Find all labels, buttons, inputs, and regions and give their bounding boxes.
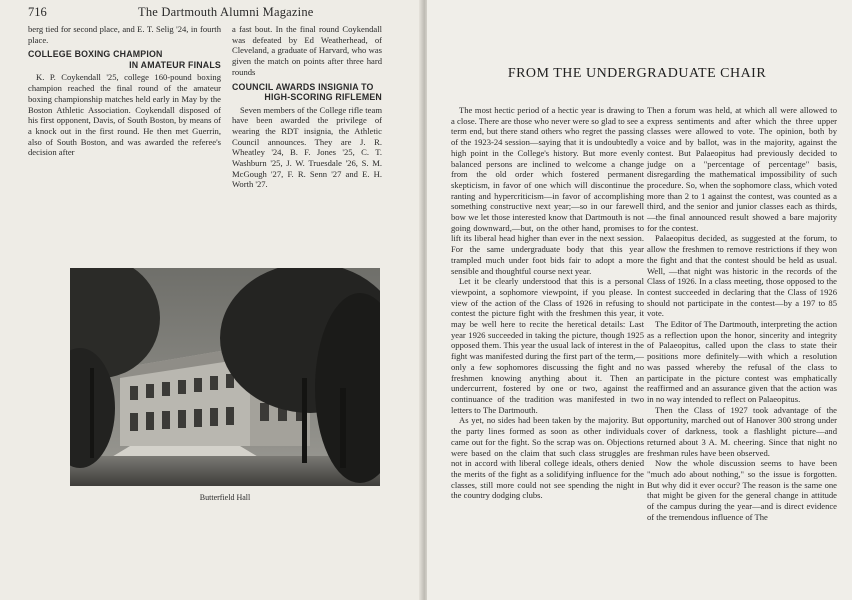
page-header — [28, 2, 408, 20]
page-number: 716 — [28, 5, 47, 19]
left-column-1 — [28, 24, 221, 158]
paragraph: Now the whole discussion seems to have been "much ado about nothing," so the issue is forgotten. But why did it ever occur? The reason is the same one that might be given for the general change in attitude of the campus during the year—and is direct evidence of the tremendous influence of The — [647, 458, 837, 522]
photo-illustration — [70, 268, 380, 486]
left-page — [0, 0, 423, 600]
paragraph: K. P. Coykendall '25, college 160-pound boxing champion reached the final round of the amateur boxing championship matches held early in May by the Boston Athletic Association. Coykendall disposed of his first opponent, Davis, of South Boston, by means of a knock out in the first round. He then met Guerrin, also of South Boston, and was awarded the referee's decision after — [28, 72, 221, 158]
paragraph: The most hectic period of a hectic year is drawing to a close. There are those who never were so glad to see a term end, but there stand others who regret the passing of the 1923-24 session—saying that it is undoubtedly a high point in the College's history. But more evenly balanced persons are inclined to welcome a change from the old order which fostered permanent skepticism, in favor of one which will discontinue the ranting and hypercriticism—in favor of accomplishing something constructive next year;—so in our farewell bow we let those interested know that Dartmouth is not going downward,—but, on the other hand, promises to lift its liberal head higher than ever in the next session. For the same undergraduate body that this year trampled much under foot bids fair to adopt a more sensible and thoughtful course next year. — [451, 105, 644, 276]
butterfield-hall-photo — [70, 268, 380, 486]
photo-caption: Butterfield Hall — [199, 493, 251, 502]
paragraph: Let it be clearly understood that this is a personal viewpoint, a sophomore viewpoint, if you please. In view of the action of the Class of 1926 in refusing to contest the picture fight with the freshmen this year, it may be well here to recite the heretical details: Last year 1926 succeeded in taking the picture, though 1925 opposed them. This year the usual lack of interest in the fight was manifested during the first part of the term,—only a few sophomores discussing the fight and no freshmen knowing anything about it. Then an undercurrent, fostered by one or two, against the continuance of the tradition was manifested in two letters to The Dartmouth. — [451, 276, 644, 415]
headline-boxing — [28, 49, 221, 70]
headline-line: HIGH-SCORING RIFLEMEN — [264, 92, 382, 103]
headline-line: COUNCIL AWARDS INSIGNIA TO — [232, 81, 374, 92]
right-column-2 — [647, 105, 837, 522]
paragraph: Seven members of the College rifle team have been awarded the privilege of wearing the RDT insignia, the Athletic Council announces. They are J. R. Wheatley '24, B. F. Jones '25, C. T. Washburn '25, J. W. Truesdale '26, S. M. McGough '27, F. R. Senn '27 and E. H. Worth '27. — [232, 104, 382, 190]
paragraph: Palaeopitus decided, as suggested at the forum, to allow the freshmen to remove restrictions if they won the fight and that the contest should be held as usual. Well, —that night was historic in the records of the Class of 1926. In a class meeting, those opposed to the contest succeeded in declaring that the Class of 1926 should not participate in the contest—by a 197 to 85 vote. — [647, 233, 837, 319]
section-title: FROM THE UNDERGRADUATE CHAIR — [507, 66, 767, 81]
paragraph: The Editor of The Dartmouth, interpreting the action as a reflection upon the honor, sincerity and integrity of Palaeopitus, called upon the class to state their positions more definitely—with which a resolution was passed whereby the refusal of the class to participate in the picture contest was emphatically reaffirmed and an assurance given that the action was in no way intended to reflect on Palaeopitus. — [647, 319, 837, 404]
headline-line: IN AMATEUR FINALS — [129, 59, 221, 70]
paragraph: berg tied for second place, and E. T. Selig '24, in fourth place. — [28, 24, 221, 45]
paragraph: Then a forum was held, at which all were allowed to express sentiments and after which the three upper classes were allowed to vote. The opinion, both by voice and by ballot, was in the majority, against the contest. But Palaeopitus had previously decided to judge on a "percentage of percentage" basis, disregarding the mathematical impossibility of such procedure. So, when the sophomore class, which voted more than 2 to 1 against the contest, was counted as a third, and the senior and junior classes each as thirds,—the final announced result showed a bare majority for the contest. — [647, 105, 837, 233]
right-page — [427, 0, 852, 600]
headline-rifle — [232, 82, 382, 103]
running-title: The Dartmouth Alumni Magazine — [138, 5, 314, 19]
headline-line: COLLEGE BOXING CHAMPION — [28, 49, 163, 60]
paragraph: As yet, no sides had been taken by the majority. But the party lines formed as soon as other individuals came out for the fight. So the scrap was on. Objections were based on the claim that such class struggles are not in accord with liberal college ideals, others denied the merits of the fight as a solidifying influence for the classes, still more could not see spending the night in the country dodging clubs. — [451, 415, 644, 501]
paragraph: Then the Class of 1927 took advantage of the opportunity, marched out of Hanover 300 strong under cover of darkness, took a flashlight picture—and returned about 3 A. M. cheering. Since that night no freshman rules have been observed. — [647, 404, 837, 458]
right-column-1 — [451, 105, 644, 501]
paragraph: a fast bout. In the final round Coykendall was defeated by Ed Weatherhead, of Cleveland, a graduate of Harvard, who was given the match on points after three hard rounds — [232, 24, 382, 77]
left-column-2 — [232, 24, 382, 190]
